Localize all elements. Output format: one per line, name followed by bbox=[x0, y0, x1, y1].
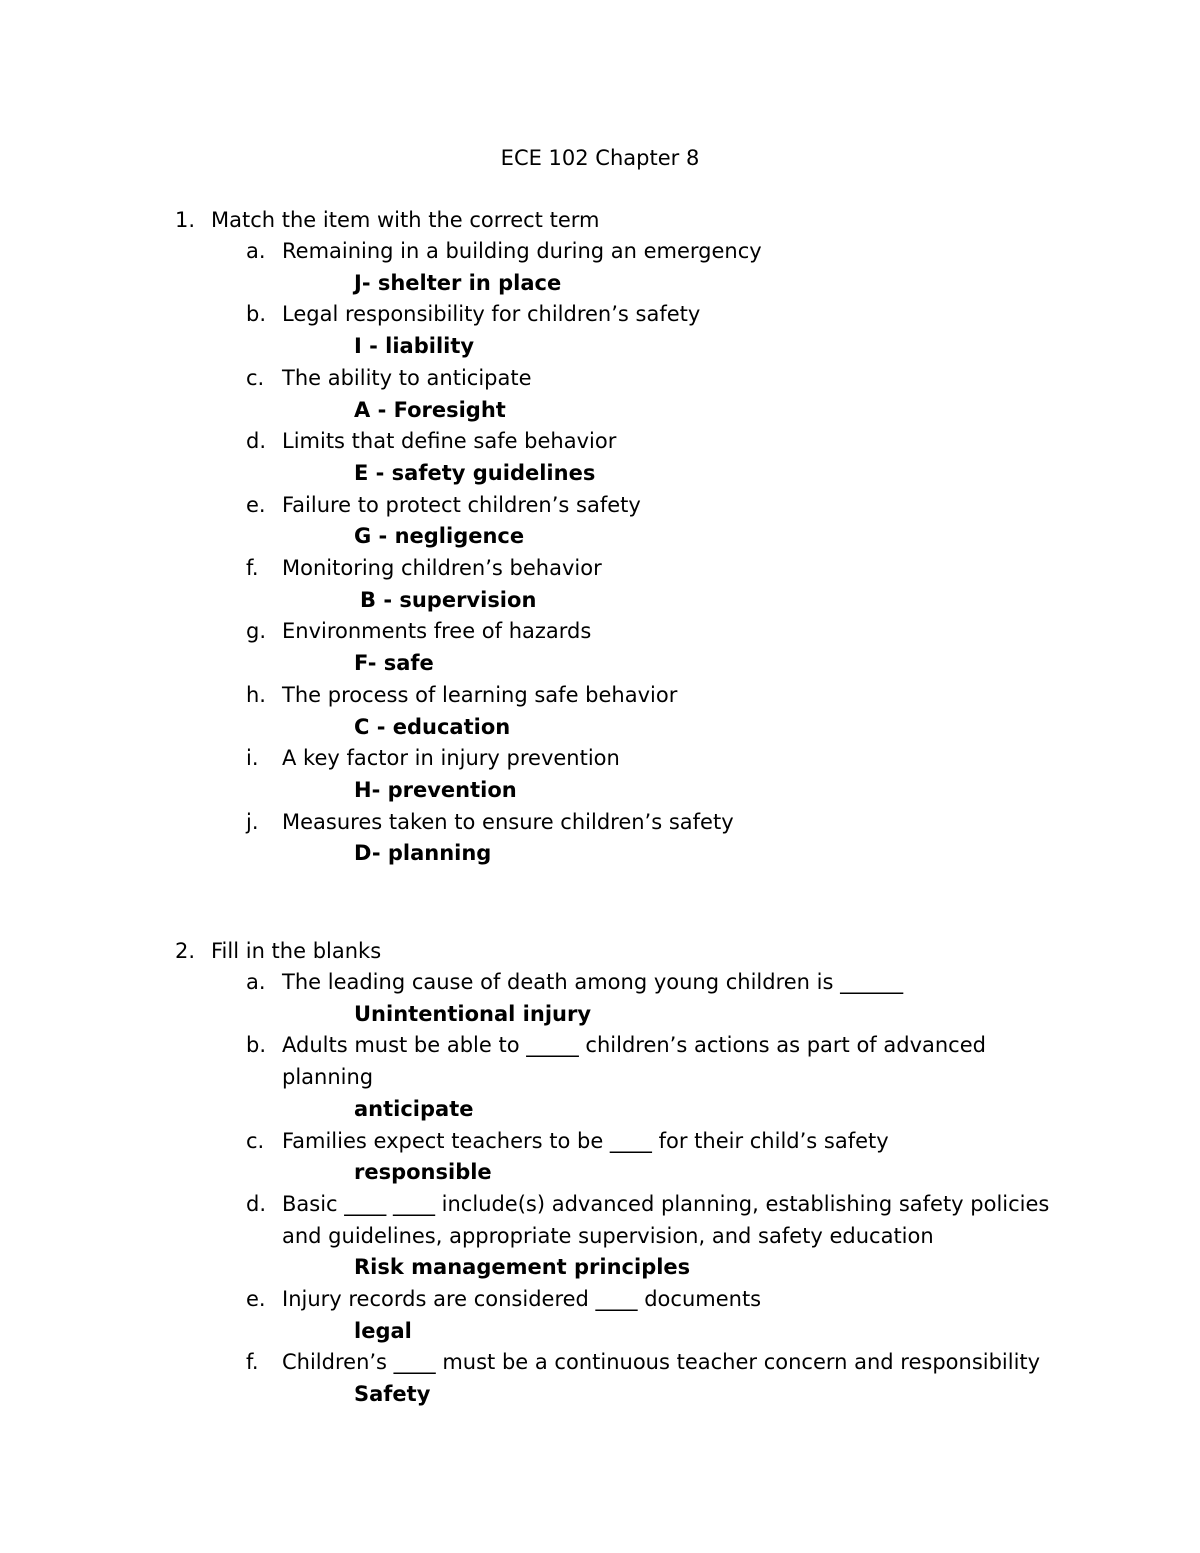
answer-text: Unintentional injury bbox=[354, 1001, 592, 1026]
item-text: The ability to anticipate bbox=[282, 365, 532, 390]
item-text: Injury records are considered ____ documents bbox=[282, 1287, 762, 1312]
list-item bbox=[0, 1347, 1200, 1379]
item-text: Measures taken to ensure children’s safety bbox=[282, 809, 734, 834]
item-letter: c. bbox=[246, 365, 265, 390]
list-item bbox=[0, 967, 1200, 999]
item-letter: j. bbox=[246, 809, 259, 834]
item-text: Limits that define safe behavior bbox=[282, 429, 617, 454]
item-text: Monitoring children’s behavior bbox=[282, 556, 602, 581]
item-letter: f. bbox=[246, 1350, 259, 1375]
list-item bbox=[0, 299, 1200, 331]
item-letter: e. bbox=[246, 492, 266, 517]
list-item bbox=[0, 490, 1200, 522]
answer-text: J- shelter in place bbox=[354, 270, 562, 295]
item-text: Families expect teachers to be ____ for their child’s safety bbox=[282, 1128, 889, 1153]
question-prompt: Match the item with the correct term bbox=[211, 208, 600, 232]
item-letter: b. bbox=[246, 302, 267, 327]
item-letter: e. bbox=[246, 1287, 266, 1312]
item-letter: d. bbox=[246, 1191, 267, 1216]
answer-text: C - education bbox=[354, 714, 511, 739]
answer-text: E - safety guidelines bbox=[354, 460, 596, 485]
answer-text: F- safe bbox=[354, 651, 434, 676]
item-text: The leading cause of death among young children is ______ bbox=[282, 970, 904, 994]
list-item bbox=[0, 1126, 1200, 1158]
item-letter: d. bbox=[246, 429, 267, 454]
item-letter: h. bbox=[246, 682, 266, 707]
item-text: Adults must be able to _____ children’s actions as part of advanced planning bbox=[282, 1033, 986, 1090]
answer-text: legal bbox=[354, 1318, 412, 1343]
item-letter: g. bbox=[246, 619, 267, 644]
item-letter: i. bbox=[246, 746, 259, 771]
answer-text: Safety bbox=[354, 1382, 431, 1407]
answer-text: I - liability bbox=[354, 334, 475, 359]
item-letter: a. bbox=[246, 239, 266, 263]
answer-text: anticipate bbox=[354, 1096, 474, 1121]
question-header bbox=[0, 204, 1200, 236]
item-text: Basic ____ ____ include(s) advanced planning, establishing safety policies and guidelines, appropriate supervision, and safety education bbox=[282, 1191, 1050, 1248]
list-item bbox=[0, 616, 1200, 648]
item-text: Legal responsibility for children’s safety bbox=[282, 302, 701, 327]
question-number: 2. bbox=[175, 939, 196, 963]
list-item bbox=[0, 236, 1200, 268]
question-1 bbox=[0, 204, 1200, 870]
list-item bbox=[0, 363, 1200, 395]
answer-text: D- planning bbox=[354, 841, 492, 866]
answer-text: Risk management principles bbox=[354, 1255, 691, 1280]
list-item bbox=[0, 426, 1200, 458]
answer-text: responsible bbox=[354, 1160, 492, 1185]
item-text: A key factor in injury prevention bbox=[282, 746, 620, 771]
item-text: Remaining in a building during an emergency bbox=[282, 239, 762, 263]
answer-text: A - Foresight bbox=[354, 397, 506, 422]
list-item bbox=[0, 1030, 1200, 1093]
list-item bbox=[0, 680, 1200, 712]
list-item bbox=[0, 553, 1200, 585]
question-prompt: Fill in the blanks bbox=[211, 939, 382, 963]
item-letter: f. bbox=[246, 556, 259, 581]
item-letter: c. bbox=[246, 1128, 265, 1153]
answer-text: H- prevention bbox=[354, 777, 517, 802]
item-text: Children’s ____ must be a continuous teacher concern and responsibility bbox=[282, 1350, 1041, 1375]
list-item bbox=[0, 743, 1200, 775]
question-header bbox=[0, 935, 1200, 967]
list-item bbox=[0, 1284, 1200, 1316]
item-text: The process of learning safe behavior bbox=[282, 682, 678, 707]
item-letter: b. bbox=[246, 1033, 267, 1058]
answer-text: B - supervision bbox=[360, 587, 537, 612]
list-item bbox=[0, 807, 1200, 839]
answer-text: G - negligence bbox=[354, 524, 525, 549]
question-number: 1. bbox=[175, 208, 196, 232]
question-2 bbox=[0, 935, 1200, 1411]
item-text: Failure to protect children’s safety bbox=[282, 492, 641, 517]
item-letter: a. bbox=[246, 970, 266, 994]
item-text: Environments free of hazards bbox=[282, 619, 592, 644]
document-title: ECE 102 Chapter 8 bbox=[500, 146, 700, 170]
list-item bbox=[0, 1189, 1200, 1252]
